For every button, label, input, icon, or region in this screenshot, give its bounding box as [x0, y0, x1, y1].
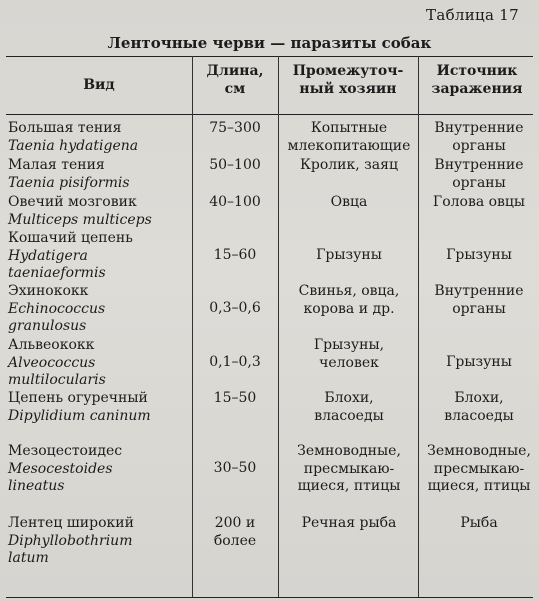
- host-value: щиеся, птицы: [297, 478, 401, 494]
- species-latin: multilocularis: [8, 372, 106, 388]
- source-cell: [420, 157, 538, 192]
- species-latin: Diphyllobothrium: [8, 532, 133, 549]
- header-source-line: заражения: [431, 81, 523, 97]
- length-value: более: [213, 532, 257, 549]
- species-name: Овечий мозговик: [8, 194, 137, 210]
- length-value: 50–100: [209, 157, 261, 173]
- length-value: 15–50: [213, 390, 257, 406]
- species-cell: [8, 194, 192, 229]
- species-cell: [8, 443, 192, 496]
- source-cell: [420, 247, 538, 265]
- length-value: 200 и: [214, 515, 256, 531]
- species-cell: [8, 230, 192, 283]
- host-value: Земноводные,: [297, 443, 401, 459]
- source-value: органы: [452, 300, 506, 317]
- species-name: Эхинококк: [8, 283, 89, 299]
- host-value: Грызуны,: [313, 337, 385, 353]
- length-cell: [194, 300, 276, 318]
- host-value: млекопитающие: [287, 137, 411, 154]
- species-name: Лентец широкий: [8, 515, 134, 531]
- species-cell: [8, 390, 192, 425]
- host-value: Кролик, заяц: [300, 157, 398, 173]
- length-value: 15–60: [213, 247, 257, 263]
- source-cell: [420, 194, 538, 212]
- species-latin: latum: [8, 550, 49, 566]
- species-latin: taeniaeformis: [8, 265, 106, 281]
- source-value: органы: [452, 174, 506, 191]
- length-value: 40–100: [209, 194, 261, 210]
- header-length: [192, 62, 278, 98]
- host-value: пресмыкаю-: [303, 460, 395, 477]
- species-latin: lineatus: [8, 478, 65, 494]
- table-number: Таблица 17: [426, 6, 519, 24]
- table-caption: Ленточные черви — паразиты собак: [107, 34, 432, 52]
- host-cell: [280, 157, 418, 175]
- source-value: Грызуны: [446, 247, 512, 263]
- species-latin: Echinococcus: [8, 300, 106, 317]
- species-latin: Taenia pisiformis: [8, 174, 130, 191]
- host-cell: [280, 247, 418, 265]
- source-value: Рыба: [460, 515, 498, 531]
- species-latin: Taenia hydatigena: [8, 137, 139, 154]
- species-name: Кошачий цепень: [8, 230, 133, 246]
- species-cell: [8, 157, 192, 192]
- species-name: Цепень огуречный: [8, 390, 148, 406]
- host-value: Овца: [330, 194, 368, 210]
- host-value: Копытные: [310, 120, 388, 136]
- header-host: [278, 62, 418, 98]
- species-latin: granulosus: [8, 318, 87, 334]
- header-source-line: Источник: [436, 63, 518, 79]
- source-value: пресмыкаю-: [433, 460, 525, 477]
- header-length-line: Длина,: [206, 63, 264, 79]
- bottom-rule: [6, 597, 533, 598]
- length-cell: [194, 390, 276, 408]
- length-cell: [194, 354, 276, 372]
- length-value: 0,1–0,3: [209, 354, 261, 370]
- host-value: Блохи,: [324, 390, 374, 406]
- source-value: Внутренние: [434, 120, 524, 136]
- species-name: Большая тения: [8, 120, 122, 136]
- header-species: Вид: [83, 77, 115, 93]
- length-value: 30–50: [213, 460, 257, 476]
- species-latin: Hydatigera: [8, 247, 88, 264]
- source-cell: [420, 283, 538, 318]
- source-value: Грызуны: [446, 354, 512, 370]
- source-value: органы: [452, 137, 506, 154]
- species-cell: [8, 283, 192, 336]
- host-value: корова и др.: [303, 300, 395, 317]
- species-cell: [8, 120, 192, 155]
- source-cell: [420, 354, 538, 372]
- species-cell: [8, 515, 192, 568]
- source-cell: [420, 390, 538, 425]
- length-cell: [194, 120, 276, 138]
- source-cell: [420, 443, 538, 496]
- species-latin: Multiceps multiceps: [8, 211, 152, 228]
- source-cell: [420, 515, 538, 533]
- source-value: Земноводные,: [427, 443, 531, 459]
- column-divider: [278, 56, 279, 597]
- host-cell: [280, 337, 418, 372]
- species-name: Альвеококк: [8, 337, 95, 353]
- length-value: 0,3–0,6: [209, 300, 261, 316]
- species-latin: Alveococcus: [8, 354, 96, 371]
- host-value: человек: [319, 354, 379, 371]
- host-value: власоеды: [314, 407, 384, 424]
- top-rule: [6, 56, 533, 57]
- header-length-line: см: [224, 81, 246, 97]
- species-name: Мезоцестоидес: [8, 443, 123, 459]
- species-latin: Mesocestoides: [8, 460, 113, 477]
- length-value: 75–300: [209, 120, 261, 136]
- length-cell: [194, 515, 276, 550]
- host-cell: [280, 515, 418, 533]
- length-cell: [194, 460, 276, 478]
- length-cell: [194, 157, 276, 175]
- header-host-line: Промежуточ-: [292, 63, 404, 79]
- host-cell: [280, 120, 418, 155]
- source-cell: [420, 120, 538, 155]
- length-cell: [194, 247, 276, 265]
- species-name: Малая тения: [8, 157, 105, 173]
- species-cell: [8, 337, 192, 390]
- source-value: щиеся, птицы: [427, 478, 531, 494]
- host-value: Речная рыба: [301, 515, 397, 531]
- host-value: Свинья, овца,: [298, 283, 400, 299]
- column-divider: [192, 56, 193, 597]
- column-divider: [418, 56, 419, 597]
- source-value: Блохи,: [454, 390, 504, 406]
- host-cell: [280, 443, 418, 496]
- source-value: Внутренние: [434, 283, 524, 299]
- header-host-line: ный хозяин: [299, 81, 397, 97]
- header-rule: [6, 114, 533, 115]
- source-value: Голова овцы: [432, 194, 526, 210]
- host-cell: [280, 283, 418, 318]
- host-cell: [280, 194, 418, 212]
- host-cell: [280, 390, 418, 425]
- host-value: Грызуны: [316, 247, 382, 263]
- header-source: [418, 62, 536, 98]
- species-latin: Dipylidium caninum: [8, 407, 151, 424]
- source-value: Внутренние: [434, 157, 524, 173]
- source-value: власоеды: [444, 407, 514, 424]
- length-cell: [194, 194, 276, 212]
